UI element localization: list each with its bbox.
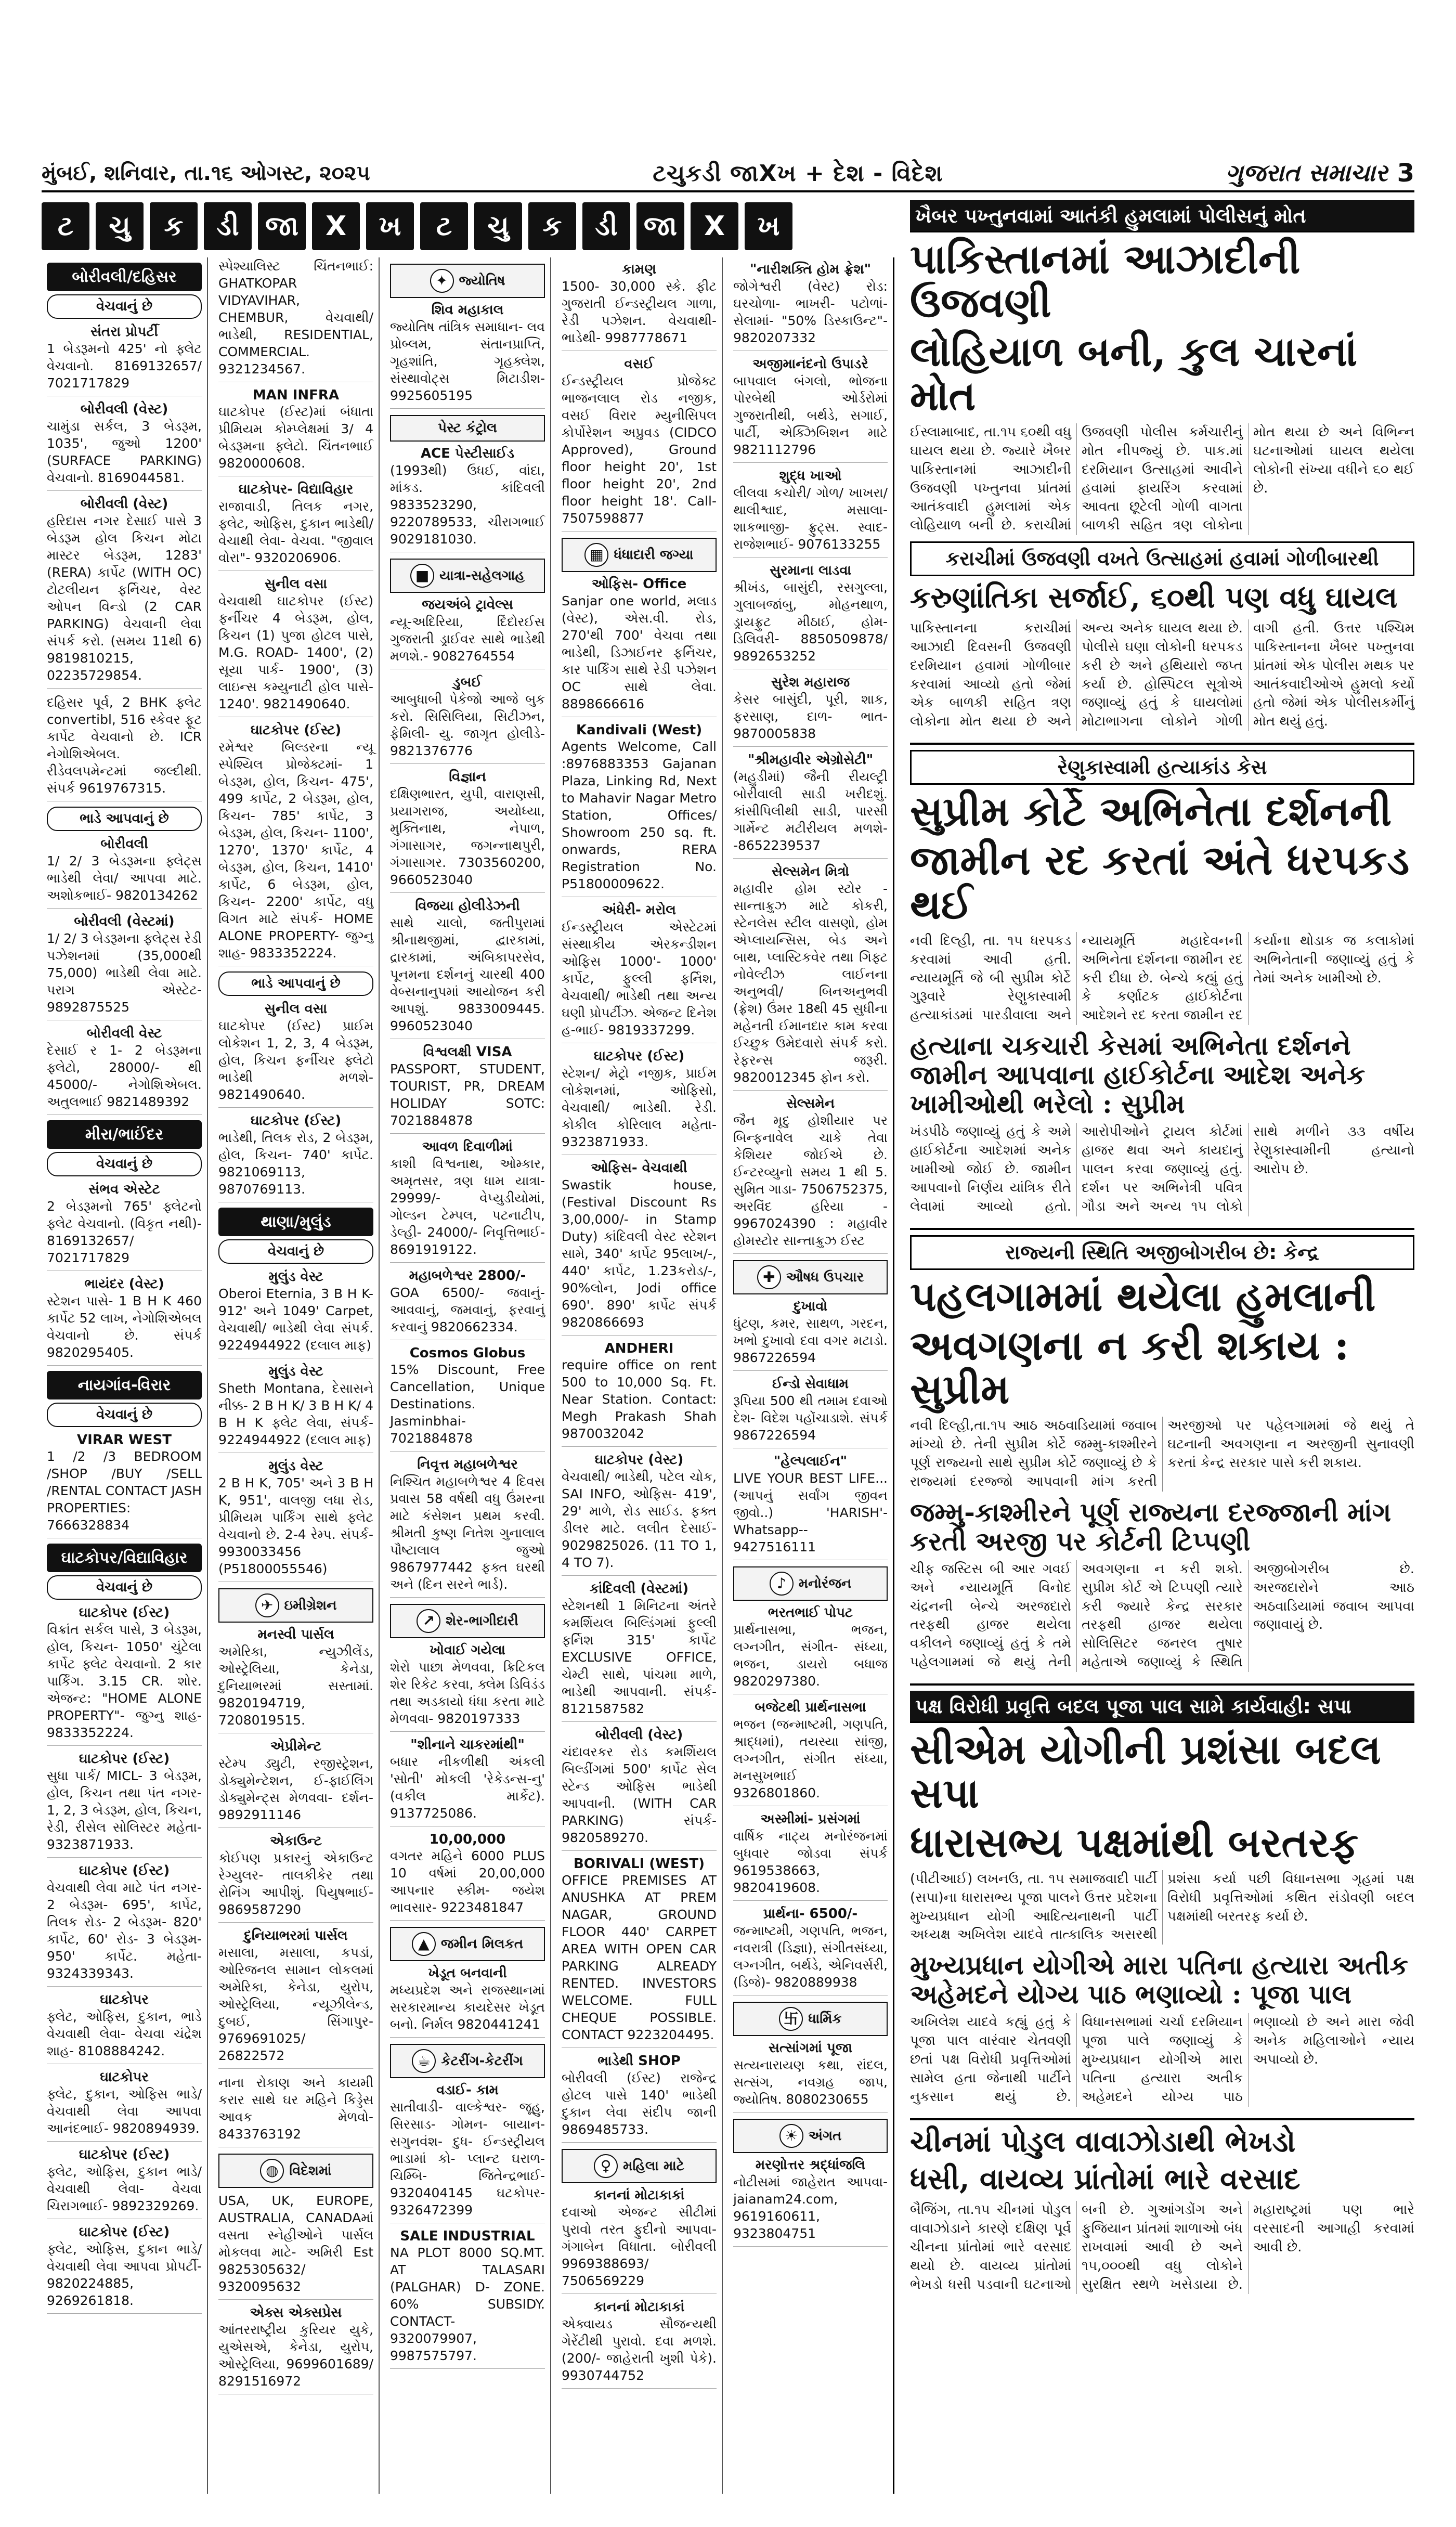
lamp-icon: ☀ <box>779 2124 803 2148</box>
category-subheader: વેચવાનું છે <box>47 1152 202 1176</box>
ad-text: USA, UK, EUROPE, AUSTRALIA, CANADAમાં વસતા સ્નેહીઓને પાર્સલ મોકલવા માટે- અમિરી Est 9825305632/ 9320095632 <box>218 2192 373 2300</box>
category-box <box>390 1927 545 1961</box>
story-body: નવી દિલ્હી,તા.૧૫ આઠ અઠવાડિયામાં જવાબ માંગ્યો છે. તેની સુપ્રીમ કોર્ટે જમ્મુ-કાશ્મીરને પૂર્ણ રાજ્યનો સાથે સુપ્રીમ કોર્ટે જણાવ્યું છે કે રાજ્યમાં દરજ્જો આપવાની માંગ કરતી અરજીઓ પર પહેલગામમાં જે થયું તે ઘટનાની અવગણના ન અરજીની સુનાવણી કરતાં કેન્દ્ર સરકાર પાસે કરી શકાય. <box>910 1418 1414 1489</box>
news-story-sp-mla <box>910 1691 1414 2120</box>
ad-text: 1500- 30,000 સ્કે. ફીટ ગુજરાતી ઈન્ડસ્ટ્રીયલ ગાળા, રેડી પઝેશન. વેચવાથી- ભાડેથી- 9987778671 <box>562 278 717 351</box>
ad-title: ડુબઈ <box>453 675 482 690</box>
ad-title: ઓફિસ- વેચવાથી <box>591 1160 687 1176</box>
story-headline: ધારાસભ્ય પક્ષમાંથી બરતરફ <box>910 1819 1359 1867</box>
ad-title: વિશ્વલક્ષી VISA <box>423 1044 512 1060</box>
story-kicker: ખૈબર પખ્તુનવામાં આતંકી હુમલામાં પોલીસનું મોત <box>910 200 1414 232</box>
ad-title: વિજયા હોલીડેઝની <box>415 898 520 914</box>
ad-title: ઘાટકોપર (ઈસ્ટ) <box>79 1751 170 1767</box>
ad-title: બોરીવલી (વેસ્ટ) <box>595 1727 683 1743</box>
category-label: ઔષધ ઉપચાર <box>786 1269 864 1285</box>
ad-text: વગતર મહિને 6000 PLUS 10 વર્ષમાં 20,00,000 આપનાર સ્કીમ- જયેશ ભાવસાર- 9223481847 <box>390 1847 545 1921</box>
newspaper-logo: ગુજરાત સમાચાર <box>1226 159 1388 187</box>
banner-letter: X <box>691 202 738 250</box>
ad-text: ફ્લેટ, ઓફિસ, દુકાન ભાડે/ વેચવાથી લેવા- વેચવા ચિરાગભાઈ- 9892329269. <box>47 2163 202 2219</box>
story-headline: લોહિયાળ બની, કુલ ચારનાં મોત <box>910 328 1358 420</box>
story-headline: સીએમ યોગીની પ્રશંસા બદલ સપા <box>910 1726 1381 1818</box>
ad-title: અસ્મીમાં- પ્રસંગમાં <box>760 1811 861 1827</box>
ad-title: શિવ મહાકાલ <box>431 302 504 318</box>
ad-text: મહાવીર હોમ સ્ટોર - સાન્તાક્રુઝ માટે કોકરી, સ્ટેનલેસ સ્ટીલ વાસણો, હોમ એપ્લાયન્સિસ, બેડ અને બાથ, પ્લાસ્ટિકવેર તથા ગિફ્ટ નોવેલ્ટીઝ લાઈનના અનુભવી/ બિનઅનુભવી (ફ્રેશ) ઉંમર 18થી 45 સુધીના મહેનતી ઈમાનદાર કામ કરવા ઈચ્છુક ઉમેદવારો સંપર્ક કરો. રેફરન્સ જરૂરી. 9820012345 ફોન કરો. <box>733 880 888 1091</box>
category-label: મનોરંજન <box>798 1575 852 1591</box>
ad-title: કાનનાં મોટાકાકાં <box>593 2187 685 2203</box>
ad-text: બાપવાલ બંગલો, ભોજના પોરબેથી ઓર્ડરોમાં ગુજરાતીથી, બર્થડે, સગાઈ, પાર્ટી, એક્ઝિબિશન માટે 9821112796 <box>733 372 888 463</box>
story-headline: પહલગામમાં થયેલા હુમલાની <box>910 1273 1376 1320</box>
category-subheader: વેચવાનું છે <box>47 1575 202 1600</box>
ad-title: ભરતભાઈ પોપટ <box>768 1605 853 1621</box>
story-body: ઈસ્લામાબાદ, તા.૧૫ ૬૦થી વધુ ઘાયલ થયા છે. જ્યારે ખૈબર પાકિસ્તાનમાં આઝાદીની ઉજવણી પખ્તુનવા પ્રાંતમાં આતંકવાદી હુમલામાં એક લોહિયાળ બની છે. કરાચીમાં ઉજવણી પોલીસ કર્મચારીનું મોત નીપજ્યું છે. પાક.માં દરમિયાન ઉત્સાહમાં આવીને હવામાં ફાયરિંગ કરવામાં આવતા છૂટેલી ગોળી વાગતા બાળકી સહિત ત્રણ લોકોના મોત થયા છે અને વિભિન્ન ઘટનાઓમાં ઘાયલ થયેલા લોકોની સંખ્યા વધીને ૬૦ થઈ છે. <box>910 424 1414 534</box>
story-headline: ચીનમાં પોડુલ વાવાઝોડાથી ભેખડો <box>910 2124 1296 2159</box>
masthead <box>1226 159 1414 188</box>
classifieds-columns <box>42 257 900 2494</box>
ad-text: Sanjar one world, મલાડ (વેસ્ટ), એસ.વી. રોડ, 270'થી 700' વેચવા તથા ભાડેથી, ડિઝાઈનર ફર્નિચર, કાર પાર્કિંગ સાથે રેડી પઝેશન OC સાથે લેવા. 8898666616 <box>562 592 717 717</box>
category-box <box>390 1604 545 1638</box>
ad-text: LIVE YOUR BEST LIFE... (આપનું સર્વાંગ જીવન જીવો..) 'HARISH'- Whatsapp-- 9427516111 <box>733 1470 888 1560</box>
news-story-darshan <box>910 750 1414 1229</box>
location-header: મીરા/ભાઈંદર <box>47 1120 202 1149</box>
banner-letter: ચુ <box>474 202 522 250</box>
story-subhead: જમ્મુ-કાશ્મીરને પૂર્ણ રાજ્યના દરજ્જાની માંગ કરતી અરજી પર કોર્ટની ટિપ્પણી <box>910 1496 1392 1557</box>
ad-text: કોઈપણ પ્રકારનું એકાઉન્ટ રેગ્યુલર- તાલકીકેર તથા રોનિંગ આપીશું. પિયુષભાઈ- 9869587290 <box>218 1849 373 1923</box>
classified-column-5 <box>728 257 894 2494</box>
ad-text: દક્ષિણભારત, યુપી, વારાણસી, પ્રયાગરાજ, અયોધ્યા, મુક્તિનાથ, નેપાળ, ગંગાસાગર, જગન્નાથપુરી, ગંગાસાગર. 7303560200, 9660523040 <box>390 785 545 893</box>
story-headline: સુપ્રીમ કોર્ટે અભિનેતા દર્શનની <box>910 788 1392 836</box>
ad-text: Swastik house, (Festival Discount Rs 3,00,000/- in Stamp Duty) કાંદિવલી વેસ્ટ સ્ટેશન સામે, 340' કાર્પેટ 95લાખ/-, 440' કાર્પેટ, 1.23કરોડ/-, 90%લોન, Jodi office 690'. 890' કાર્પેટ સંપર્ક 9820866693 <box>562 1176 717 1336</box>
ad-text: શેરો પાછા મેળવવા, ક્રિટિકલ શેર રિકેટ કરવા, ક્લેમ ડિવિડંડ તથા અડકાયો ધંધા કરતા માટે મેળવવા- 9820197333 <box>390 1658 545 1732</box>
ad-title: ભાયંદર (વેસ્ટ) <box>84 1276 164 1292</box>
ad-title: મુલુંડ વેસ્ટ <box>268 1269 323 1285</box>
ad-text: આબુધાબી પેકેજો આજે બુક કરો. સિસિલિયા, સિટીઝન, ફેમિલી- યુ. જાગૃત હોલીડે- 9821376776 <box>390 691 545 764</box>
section-title: ટચુકડી જાXખ + દેશ - વિદેશ <box>653 160 943 187</box>
category-subheader: ભાડે આપવાનું છે <box>218 971 373 996</box>
ad-text: નાના રોકાણ અને કાયમી કરાર સાથે ઘર મહિને કિડ્ડેસ આવક મેળવો- 8433763192 <box>218 2074 373 2147</box>
ad-text: બોરીવલી (ઈસ્ટ) રાજેન્દ્ર હોટલ પાસે 140' ભાડેથી દુકાન લેવા સંદીપ જાની 9869485733. <box>562 2069 717 2143</box>
category-label: જ્યોતિષ <box>459 273 505 289</box>
banner-letter: જા <box>636 202 684 250</box>
ad-text: ફ્લેટ, દુકાન, ઓફિસ ભાડે/ વેચવાથી લેવા આપવા આનંદભાઈ- 9820894939. <box>47 2085 202 2142</box>
ad-text: Sheth Montana, દેસાસને નીક્ક- 2 B H K/ 3 B H K/ 4 B H K ફ્લેટ લેવા, સંપર્ક- 9224944922 (દલાલ માફ) <box>218 1380 373 1453</box>
ad-text: વેચવાથી/ ભાડેથી, પટેલ ચોક, SAI INFO, ઓફિસ- 419', 29' માળે, રોડ સાઈડ. ફક્ત ડીલર માટે. લલીત દેસાઈ- 9029825026. (11 TO 1, 4 TO 7). <box>562 1468 717 1576</box>
location-header: ઘાટકોપર/વિદ્યાવિહાર <box>47 1544 202 1572</box>
ad-title: એપ્રીમેન્ટ <box>270 1739 322 1754</box>
ad-title: ANDHERI <box>604 1341 674 1356</box>
category-box <box>390 264 545 298</box>
location-header: નાયગાંવ-વિરાર <box>47 1371 202 1399</box>
page-header <box>42 156 1414 192</box>
ad-title: મનસ્વી પાર્સલ <box>257 1627 334 1642</box>
woman-icon: ♀ <box>594 2154 618 2178</box>
ad-title: વડાઈ- કામ <box>436 2082 499 2098</box>
ad-text: લીલવા કચોરી/ ગોળ/ ખાખરા/ થાલીશ્વાદ, મસાલા- શાકભાજી- ફ્રુટ્સ. સ્વાદ- રાજેશભાઈ- 9076133255 <box>733 484 888 558</box>
ad-title: બજેટથી પ્રાર્થનાસભા <box>755 1700 866 1715</box>
category-box <box>390 2044 545 2078</box>
ad-title: દુખાવો <box>794 1299 827 1314</box>
story-body: (પીટીઆઈ) લખનઉ, તા. ૧૫ સમાજવાદી પાર્ટી (સપા)ના ધારાસભ્ય પૂજા પાલને ઉત્તર પ્રદેશના મુખ્યપ્રધાન યોગી આદિત્યનાથની પાર્ટી અધ્યક્ષ અખિલેશ યાદવે તાત્કાલિક અસરથી પ્રશંસા કર્યા પછી વિધાનસભા ગૃહમાં પક્ષ વિરોધી પ્રવૃત્તિઓમાં કથિત સંડોવણી બદલ પક્ષમાંથી બરતરફ કર્યા છે. <box>910 1871 1414 1943</box>
banner-letter: X <box>312 202 360 250</box>
ad-text: બધાર નીકળીથી અંકલી 'સોતી' મોકલી 'રેકેડન્સ-નુ' (વકીલ માર્કેટ). 9137725086. <box>390 1753 545 1826</box>
location-header: થાણા/મુલુંડ <box>218 1208 373 1236</box>
banner-letter: ચુ <box>96 202 144 250</box>
ad-text: રમેશ્વર બિલ્ડરના ન્યૂ સ્પેશ્યિલ પ્રોજેક્ટમાં- 1 બેડરૂમ, હોલ, કિચન- 475', 499 કાર્પેટ, 2 બેડરૂમ, હોલ, કિચન- 785' કાર્પેટ, 3 બેડરૂમ, હોલ, કિચન- 1100', 1270', 1370' કાર્પેટ, 4 બેડરૂમ, હોલ, કિચન, 1410' કાર્પેટ, 6 બેડરૂમ, હોલ, કિચન- 2200' કાર્પેટ, વધુ વિગત માટે સંપર્ક- HOME ALONE PROPERTY- જુગ્નુ શાહ- 9833352224. <box>218 738 373 966</box>
ad-title: ઘાટકોપર (ઈસ્ટ) <box>79 1605 170 1621</box>
category-subheader: વેચવાનું છે <box>47 294 202 319</box>
category-box <box>733 1566 888 1601</box>
story-headline: જામીન રદ કરતાં અંતે ધરપકડ થઈ <box>910 837 1410 928</box>
category-box <box>733 1260 888 1294</box>
ad-text: Agents Welcome, Call :8976883353 Gajanan Plaza, Linking Rd, Next to Mahavir Nagar Metro Station, Offices/ Showroom 250 sq. ft. onwards, RERA Registration No. P51800009622. <box>562 738 717 897</box>
ad-title: ભાડેથી SHOP <box>597 2053 681 2069</box>
ad-title: બોરીવલી (વેસ્ટ) <box>80 496 168 512</box>
classified-column-4 <box>556 257 723 2494</box>
ad-title: અજીમાનંદનો ઉપાડરે <box>752 356 868 372</box>
page-number: 3 <box>1397 159 1414 188</box>
ad-title: એકાઉન્ટ <box>270 1833 322 1849</box>
ad-title: ACE પેસ્ટીસાઈડ <box>420 446 515 461</box>
ad-title: ઘાટકોપર (વેસ્ટ) <box>594 1452 684 1468</box>
ad-text: એક્વાયડ સૌજન્યથી ગેરેંટીથી પુરાવો. દવા મળશે. (200/- જાહેરાતી ખુશી પેકે). 9930744752 <box>562 2315 717 2389</box>
story-headline: ધસી, વાયવ્ય પ્રાંતોમાં ભારે વરસાદ <box>910 2162 1301 2197</box>
ad-text: GOA 6500/- જવાનું-આવવાનું, જમવાનું, ફરવાનું કરવાનું 9820662334. <box>390 1284 545 1340</box>
ad-title: ઘાટકોપર (ઈસ્ટ) <box>250 1113 342 1129</box>
ad-text: સ્ટેમ્પ ડ્યુટી, રજીસ્ટ્રેશન, ડોક્યુમેન્ટેશન, ઈ-ફાઈલિંગ ડોક્યુમેન્ટ્સ મેળવવા- દર્શન- 9892911146 <box>218 1755 373 1828</box>
ad-text: ફ્લેટ, ઓફિસ, દુકાન ભાડે/ વેચવાથી લેવા આપવા પ્રોપર્ટી- 9820224885, 9269261818. <box>47 2240 202 2314</box>
story-kicker: રાજ્યની સ્થિતિ અજીબોગરીબ છે: કેન્દ્ર <box>910 1235 1414 1270</box>
category-box <box>218 1588 373 1623</box>
ad-text: દેસાઈ ર 1- 2 બેડરૂમના ફ્લેટો, 28000/- થી 45000/- નેગોશિએબલ. અતુલભાઈ 9821489392 <box>47 1042 202 1115</box>
ad-title: BORIVALI (WEST) <box>573 1856 705 1872</box>
ad-text: 1 બેડરૂમનો 425' નો ફ્લેટ વેચવાનો. 8169132657/ 7021717829 <box>47 340 202 396</box>
ad-title: જયઅંબે ટ્રાવેલ્સ <box>422 597 513 613</box>
classifieds-banner <box>42 200 900 252</box>
story-body: પાકિસ્તાનના કરાચીમાં આઝાદી દિવસની ઉજવણી દરમિયાન હવામાં ગોળીબાર કરવામાં આવ્યો હતો જેમાં એક બાળકી સહિત ત્રણ લોકોના મોત થયા છે અને અન્ય અનેક ઘાયલ થયા છે. પોલીસે ઘણા લોકોની ધરપકડ કરી છે અને હથિયારો જપ્ત કર્યા છે. હોસ્પિટલ સૂત્રોએ જણાવ્યું હતું કે ઘાયલોમાં મોટાભાગના લોકોને ગોળી વાગી હતી. ઉત્તર પશ્ચિમ પાકિસ્તાનના ખૈબર પખ્તુનવા પ્રાંતમાં એક પોલીસ મથક પર આતંકવાદીઓએ હુમલો કર્યો હતો જેમાં એક પોલીસકર્મીનું મોત થયું હતું. <box>910 620 1414 730</box>
ad-title: "શીનાને ચાકરમાંથી" <box>410 1737 525 1753</box>
ad-text: સાથે ચાલો, જતીપુરામાં શ્રીનાથજીમાં, દ્વારકામાં, દ્રારકામાં, અંબિકાપરસેવ, પૂનમના દર્શનનું ચારથી 400 વેબ્સનાનુપમાં આયોજન કરી આપશું. 9833009445. 9960523040 <box>390 914 545 1039</box>
ad-title: બોરીવલી (વેસ્ટ) <box>80 401 168 417</box>
ad-title: MAN INFRA <box>252 387 340 403</box>
ad-text: વિક્રાંત સર્કલ પાસે, 3 બેડરૂમ, હોલ, કિચન- 1050' ચુંટેલા કાર્પેટ ફ્લેટ વેચવાનો. 2 કાર પાર્કિંગ. 3.15 CR. શોર. એજન્ટ: "HOME ALONE PROPERTY"- જુગ્નુ શાહ- 9833352224. <box>47 1621 202 1746</box>
ad-text: 1 /2 /3 BEDROOM /SHOP /BUY /SELL /RENTAL CONTACT JASH PROPERTIES: 7666328834 <box>47 1448 202 1538</box>
story-body: અખિલેશ યાદવે કહ્યું હતું કે પૂજા પાલ વારંવાર ચેતવણી છતાં પક્ષ વિરોધી પ્રવૃત્તિઓમાં સામેલ હતા જેનાથી પાર્ટીને નુકસાન થયું છે. વિધાનસભામાં ચર્ચા દરમિયાન પૂજા પાલે જણાવ્યું કે મુખ્યપ્રધાન યોગીએ મારા પતિના હત્યારા અતીક અહેમદને યોગ્ય પાઠ ભણાવ્યો છે અને મારા જેવી અનેક મહિલાઓને ન્યાય અપાવ્યો છે. <box>910 2014 1414 2105</box>
ad-text: સત્યનારાયણ કથા, રાંદલ, સત્સંગ, નવગ્રહ જાપ, જ્યોતિષ. 8080230655 <box>733 2056 888 2113</box>
ad-text: નોટીસમાં જાહેરાત આપવા- jaianam24.com, 9619160611, 9323804751 <box>733 2173 888 2247</box>
ad-text: ફ્લેટ, ઓફિસ, દુકાન, ભાડે વેચવાથી લેવા- વેચવા ચંદ્રેશ શાહ- 8108884242. <box>47 2008 202 2064</box>
ad-title: મુલુંડ વેસ્ટ <box>268 1458 323 1474</box>
story-kicker: રેણુકાસ્વામી હત્યાકાંડ કેસ <box>910 750 1414 785</box>
ad-text: કેસર બાસુંદી, પૂરી, શાક, ફરસાણ, દાળ- ભાત- 9870005838 <box>733 691 888 747</box>
ad-title: "હેલ્પલાઈન" <box>773 1454 848 1469</box>
story-subhead: હત્યાના ચકચારી કેસમાં અભિનેતા દર્શનને જામીન આપવાના હાઈકોર્ટના આદેશ અનેક ખામીઓથી ભરેલો : સુપ્રીમ <box>910 1030 1366 1120</box>
ad-text: ભાડેથી, તિલક રોડ, 2 બેડરૂમ, હોલ, કિચન- 740' કાર્પેટ. 9821069113, 9870769113. <box>218 1129 373 1202</box>
ad-text: 2 B H K, 705' અને 3 B H K, 951', વાલજી લધા રોડ, પ્રીમિયમ પાર્કિંગ સાથે ફ્લેટ વેચવાનો છે. 2-4 રેમ્પ. સંપર્ક- 9930033456 (P51800055546) <box>218 1474 373 1582</box>
story-subhead: કરાચીમાં ઉજવણી વખતે ઉત્સાહમાં હવામાં ગોળીબારથી <box>910 541 1414 576</box>
ad-title: પ્રાર્થના- 6500/- <box>763 1906 858 1922</box>
ad-title: "નારીશક્તિ હોમ ફ્રેશ" <box>749 262 872 277</box>
chart-icon: ↗ <box>417 1609 440 1633</box>
category-subheader: વેચવાનું છે <box>218 1239 373 1264</box>
category-box <box>390 559 545 593</box>
ad-text: 2 બેડરૂમનો 765' ફ્લેટનો ફ્લેટ વેચવાનો. (વિકૃત નથી)- 8169132657/ 7021717829 <box>47 1198 202 1271</box>
ad-title: ઈન્ડો સેવાધામ <box>772 1376 849 1392</box>
ad-text: વાર્ષિક નાટ્ય મનોરંજનમાં બુધવાર જોડવા સંપર્ક 9619538663, 9820419608. <box>733 1828 888 1901</box>
ad-text: ચામુંડા સર્કલ, 3 બેડરૂમ, 1035', જુઓ 1200' (SURFACE PARKING) વેચવાનો. 8169044581. <box>47 418 202 491</box>
ad-text: સ્પેશ્યાલિસ્ટ ચિંતનભાઈ: GHATKOPAR VIDYAVIHAR, CHEMBUR, વેચવાથી/ ભાડેથી, RESIDENTIAL, COMMERCIAL. 9321234567. <box>218 257 373 382</box>
ad-title: ખોવાઈ ગયેલા <box>430 1642 505 1658</box>
building-icon: ▦ <box>584 543 608 567</box>
ad-title: કાંદિવલી (વેસ્ટમાં) <box>589 1581 689 1597</box>
category-box <box>733 2002 888 2036</box>
ad-title: સુરેશ મહારાજ <box>771 675 850 690</box>
category-subheader: ભાડે આપવાનું છે <box>47 807 202 831</box>
ad-title: SALE INDUSTRIAL <box>400 2228 535 2244</box>
classified-column-1 <box>42 257 208 2494</box>
ad-title: "શ્રીમહાવીર એગ્રોસેટી" <box>747 752 874 768</box>
ad-text: મધ્યપ્રદેશ અને રાજસ્થાનમાં સરકારમાન્ય કાયદેસર ખેડૂત બનો. નિર્મલ 9820441241 <box>390 1981 545 2038</box>
ad-title: સત્સાંગમાં પૂજા <box>768 2040 853 2056</box>
story-body: ચીફ જસ્ટિસ બી આર ગવઈ અને ન્યાયમૂર્તિ વિનોદ ચંદ્રનની બેન્ચે અરજદારો તરફથી હાજર થયેલા વકીલને જણાવ્યું હતું કે તમે પહેલગામમાં જે થયું તેની અવગણના ન કરી શકો. સુપ્રીમ કોર્ટ એ ટિપ્પણી ત્યારે કરી જ્યારે કેન્દ્ર સરકાર તરફથી હાજર થયેલા સોલિસિટર જનરલ તુષાર મહેતાએ જણાવ્યું કે સ્થિતિ અજીબોગરીબ છે. અરજદારોને આઠ અઠવાડિયામાં જવાબ આપવા જણાવાયું છે. <box>910 1561 1414 1670</box>
ad-text: રૂપિયા 500 થી તમામ દવાઓ દેશ- વિદેશ પહોંચાડાશે. સંપર્ક 9867226594 <box>733 1392 888 1448</box>
ad-title: દુનિયાભરમાં પાર્સલ <box>244 1928 348 1943</box>
ad-title: સેલ્સમેન મિત્રો <box>771 864 850 879</box>
ad-title: બોરીવલી વેસ્ટ <box>86 1026 162 1041</box>
ad-text: require office on rent 500 to 10,000 Sq. Ft. Near Station. Contact: Megh Prakash Shah 9870032042 <box>562 1356 717 1447</box>
ad-text: અમેરિકા, ન્યુઝીલેંડ, ઓસ્ટ્રેલિયા, કેનેડા, દુનિયાભરમાં સસ્તામાં. 9820194719, 7208019515. <box>218 1643 373 1733</box>
category-box <box>562 538 717 572</box>
ad-title: ઘાટકોપર <box>100 1992 149 2007</box>
ad-title: સેલ્સમેન <box>786 1096 835 1111</box>
ad-text: દહિસર પૂર્વ, 2 BHK ફ્લેટ convertibl, 516 સ્કેવર ફૂટ કાર્પેટ વેચવાનો છે. ICR નેગોશિએબલ. રીડેવલપમેન્ટમાં જલ્દીથી. સંપર્ક 9619767315. <box>47 694 202 801</box>
banner-letter: ડી <box>204 202 252 250</box>
news-story-pahalgam <box>910 1235 1414 1686</box>
banner-letter: ખ <box>745 202 792 250</box>
ad-title: મરણોત્તર શ્રદ્ધાંજલિ <box>755 2157 866 2173</box>
catering-icon: ☕ <box>412 2049 436 2073</box>
ad-text: NA PLOT 8000 SQ.MT. AT TALASARI (PALGHAR) D- ZONE. 60% SUBSIDY. CONTACT- 9320079907, 9987575797. <box>390 2244 545 2369</box>
ad-text: જ્યોતિષ તાંત્રિક સમાધાન- લવ પ્રોબ્લમ, સંતાનપ્રાપ્તિ, ગૃહશાંતિ, ગૃહક્લેશ, સંસ્થાવોટ્સ મિટાડીશ- 9925605195 <box>390 318 545 409</box>
ad-text: જૈન મૃદુ હોશીયાર પર બિન્ફનાવેલ ચાકે તેવા કેશિયર જોઈએ છે. ઈન્ટરવ્યુનો સમય 1 થી 5. સુમિત ગાડા- 7506752375, અરવિંદ હરિયા - 9967024390 : મહાવીર હોમસ્ટોર સાન્તાક્રુઝ ઈસ્ટ <box>733 1112 888 1254</box>
issue-date: મુંબઈ, શનિવાર, તા.૧૬ ઓગસ્ટ, ૨૦૨૫ <box>42 161 370 185</box>
ad-text: સ્ટેશનથી 1 મિનિટના અંતરે કમર્શિયલ બિલ્ડિંગમાં ફુલ્લી ફર્નિશ 315' કાર્પેટ EXCLUSIVE OFFICE, ચેમ્ટી સાથે, પાંચમા માળે, ભાડેથી આપવાની. સંપર્ક- 8121587582 <box>562 1597 717 1722</box>
ad-text: સાતીવાડી- વાલ્કેશ્વર- જૂહુ, સિરસાડ- ગોમન- બાયાન-સગુનવંશ- દુધ- ઈન્ડસ્ટ્રીયલ ભાડામાં કો- પ્લાન્ટ ઘરાળ- ચિમ્બિ- જિતેન્દ્રભાઈ- 9320404145 ઘટકોપર- 9326472399 <box>390 2098 545 2223</box>
classified-column-3 <box>385 257 551 2494</box>
ad-text: (મહુડીમાં) જૈની રીયલ્ટ્રી બોરીવાલી સાડી ખરીદશું. કાંસીપિલીથી સાડી, પારસી ગાર્મેન્ટ મટીરીયલ મળશે- -8652239537 <box>733 768 888 859</box>
ad-title: સંતરા પ્રોપર્ટી <box>90 324 158 340</box>
swastika-icon: 卐 <box>779 2007 803 2031</box>
ad-text: ન્યૂ-અદિરિયા, દિંદોરઈસ ગુજરાતી ડ્રાઈવર સાથે ભાડેથી મળશે.- 9082764554 <box>390 613 545 669</box>
ad-text: 1/ 2/ 3 બેડરૂમના ફ્લેટ્સ ભાડેથી લેવા/ આપવા માટે. અશોકભાઈ- 9820134262 <box>47 852 202 909</box>
ad-title: શુદ્ધ ખાઓ <box>779 468 842 484</box>
ad-text: (1993થી) ઉધઈ, વાંદા, માંકડ. કાંદિવલી 9833523290, 9220789533, ચીરાગભાઈ 9029181030. <box>390 462 545 552</box>
ad-title: મુલુંડ વેસ્ટ <box>268 1364 323 1379</box>
story-kicker: પક્ષ વિરોધી પ્રવૃત્તિ બદલ પૂજા પાલ સામે કાર્યવાહી: સપા <box>910 1691 1414 1723</box>
ad-text: રાજાવાડી, તિલક નગર, ફ્લેટ, ઓફિસ, દુકાન ભાડેથી/ વેચાથી લેવા- વેચવા. "જીવાલ વોરા"- 9320206906. <box>218 498 373 571</box>
ad-title: ઓફિસ- Office <box>591 576 687 592</box>
category-label: જમીન મિલકત <box>440 1936 524 1952</box>
ad-text: ઈન્ડસ્ટ્રીયલ પ્રોજેક્ટ ભાજનલાલ રોડ નજીક, વસઈ વિરાર મ્યુનીસિપલ કોર્પોરેશન અપ્રુવડ (CIDCO Approved), Ground floor height 20', 1st floor height 20', 2nd floor height 18'. Call- 7507598877 <box>562 372 717 532</box>
ad-text: ઘાટકોપર (ઈસ્ટ) પ્રાઈમ લોકેશન 1, 2, 3, 4 બેડરૂમ, હોલ, કિચન ફર્નીચર ફ્લેટો ભાડેથી મળશે- 9821490640. <box>218 1017 373 1108</box>
globe-icon: ◍ <box>260 2159 284 2183</box>
ad-text: સ્ટેશન પાસે- 1 B H K 460 કાર્પેટ 52 લાખ, નેગોશિએબલ વેચવાનો છે. સંપર્ક 9820295405. <box>47 1292 202 1366</box>
news-story-china <box>910 2126 1414 2306</box>
ad-title: સુનીલ વસા <box>264 576 328 592</box>
ad-title: બોરીવલી (વેસ્ટમાં) <box>74 914 175 929</box>
story-headline: કરુણાંતિકા સર્જાઈ, ૬૦થી પણ વધુ ઘાયલ <box>910 580 1398 615</box>
ad-text: જોગેશ્વરી (વેસ્ટ) રોડ: ઘરચોળા- ભાખરી- પટોળાં- સેલામાં- "50% ડિસ્કાઉન્ટ"- 9820207332 <box>733 278 888 351</box>
ad-title: ઘાટકોપર (ઈસ્ટ) <box>79 1863 170 1878</box>
news-section <box>910 200 1414 2494</box>
ad-title: કાનનાં મોટાકાકાં <box>593 2299 685 2315</box>
ad-title: ઘાટકોપર- વિદ્યાવિહાર <box>238 482 354 497</box>
ad-title: અંધેરી- મરોલ <box>602 902 676 918</box>
category-label: પેસ્ટ કંટ્રોલ <box>438 420 497 436</box>
category-label: ઇમીગ્રેશન <box>284 1597 337 1613</box>
classified-column-2 <box>213 257 380 2494</box>
zodiac-icon: ✦ <box>430 269 454 293</box>
category-label: અંગત <box>808 2128 842 2144</box>
ad-text: ઈન્ડસ્ટ્રીયલ એસ્ટેટમાં સંસ્થાકીય એરકન્ડીશન ઓફિસ 1000'- 1000' કાર્પેટ, ફુલ્લી ફર્નિશ, વેચવાથી/ ભાડેથી તથા અન્ય ઘણી પ્રોપર્ટીઝ. એજન્ટ દિનેશ હ-ભાઈ- 9819337299. <box>562 918 717 1043</box>
ad-text: ભજન (જન્માષ્ટમી, ગણપતિ, શ્રાદ્ધમાં), તયસ્યા સાંજી, લગ્નગીત, સંગીત સંધ્યા, મનસુખભાઈ 9326801860. <box>733 1716 888 1806</box>
story-body: ખંડપીઠે જણાવ્યું હતું કે અમે હાઈકોર્ટના આદેશમાં અનેક ખામીઓ જોઈ છે. જામીન આપવાનો નિર્ણય યાંત્રિક રીતે લેવામાં આવ્યો હતો. આરોપીઓને ટ્રાયલ કોર્ટમાં હાજર થવા અને કાયદાનું પાલન કરવા જણાવ્યું હતું. દર્શન પર અભિનેત્રી પવિત્ર ગૌડા અને અન્ય ૧૫ લોકો સાથે મળીને ૩૩ વર્ષીય રેણુકાસ્વામીની હત્યાનો આરોપ છે. <box>910 1124 1414 1214</box>
ad-title: સુરમાના લાડવા <box>770 563 851 578</box>
ad-text: 1/ 2/ 3 બેડરૂમના ફ્લેટ્સ રેડી પઝેશનમાં (35,000થી 75,000) ભાડેથી લેવા માટે. પરાગ એસ્ટેટ- 9892875525 <box>47 930 202 1020</box>
location-header: બોરીવલી/દહિસર <box>47 263 202 291</box>
ad-text: પ્રાર્થનાસભા, ભજન, લગ્નગીત, સંગીત- સંધ્યા, ભજન, ડાયરો બધાજ 9820297380. <box>733 1621 888 1694</box>
ad-text: ચંદાવરકર રોડ કમર્શિયલ બિલ્ડીંગમાં 500' કાર્પેટ સેલ સ્ટેન્ડ ઓફિસ ભાડેથી આપવાની. (WITH CAR PARKING) સંપર્ક- 9820589270. <box>562 1743 717 1851</box>
category-label: કેટરીંગ-કેટરીંગ <box>441 2053 523 2069</box>
ad-title: ઘાટકોપર (ઈસ્ટ) <box>79 2224 170 2240</box>
ad-title: બોરીવલી <box>100 836 148 852</box>
ad-text: આંતરરાષ્ટ્રીય કુરિયર યુકે, યુએસએ, કેનેડા, યુરોપ, ઓસ્ટ્રેલિયા, 9699601689/ 8291516972 <box>218 2321 373 2394</box>
story-headline: અવગણના ન કરી શકાય : સુપ્રીમ <box>910 1321 1349 1414</box>
category-box <box>218 2154 373 2188</box>
medical-cross-icon: ✚ <box>757 1265 781 1289</box>
ad-title: ઘાટકોપર (ઈસ્ટ) <box>250 722 342 738</box>
news-story-pakistan <box>910 200 1414 745</box>
ad-text: હરિદાસ નગર દેસાઈ પાસે 3 બેડરૂમ હોલ કિચન મોટા માસ્ટર બેડરૂમ, 1283' (RERA) કાર્પેટ (WITH OC) ટોટલીયન ફર્નિચર, વેસ્ટ ઓપન વિન્ડો (2 CAR PARKING) વેચવાની લેવા સંપર્ક કરો. (સમય 11થી 6) 9819810215, 02235729854. <box>47 512 202 689</box>
ad-text: વેચવાથી લેવા માટે પંત નગર- 2 બેડરૂમ- 695', કાર્પેટ, તિલક રોડ- 2 બેડરૂમ- 820' કાર્પેટ, 60' રોડ- 3 બેડરૂમ- 950' કાર્પેટ. મહેતા- 9324339343. <box>47 1879 202 1987</box>
category-label: યાત્રા-સહેલગાહ <box>439 567 525 584</box>
story-headline: પાકિસ્તાનમાં આઝાદીની ઉજવણી <box>910 236 1301 327</box>
ad-title: VIRAR WEST <box>77 1432 172 1448</box>
ad-text: જન્માષ્ટમી, ગણપતિ, ભજન, નવરાત્રી (ડિજ્ઞા), સંગીતસંધ્યા, લગ્નગીત, બર્થડે, એનિવર્સરી, (ડિજે)- 9820889938 <box>733 1922 888 1995</box>
category-box <box>562 2149 717 2183</box>
airplane-icon: ✈ <box>255 1593 279 1617</box>
ad-text: કાશી વિશ્વનાથ, ઓમ્કાર, અમૃતસર, ત્રણ ધામ યાત્રા- 29999/- વેપ્યુડીયોમાં, ગોલ્ડન ટેમ્પલ, પટનાટીપ, ડેલ્હી- 24000/- નિવૃત્તિભાઈ- 8691919122. <box>390 1155 545 1263</box>
ad-title: નિવૃત્ત મહાબળેશ્વર <box>417 1457 518 1472</box>
banner-letter: ક <box>528 202 576 250</box>
story-body: બૈજિંગ, તા.૧૫ ચીનમાં પોડુલ વાવાઝોડાને કારણે દક્ષિણ પૂર્વ ચીનના પ્રાંતોમાં ભારે વરસાદ થયો છે. વાયવ્ય પ્રાંતોમાં ભેખડો ધસી પડવાની ઘટનાઓ બની છે. ગુઆંગડોંગ અને ફુજિયાન પ્રાંતમાં શાળાઓ બંધ રાખવામાં આવી છે અને ૧૫,૦૦૦થી વધુ લોકોને સુરક્ષિત સ્થળે ખસેડાયા છે. મહારાષ્ટ્રમાં પણ ભારે વરસાદની આગાહી કરવામાં આવી છે. <box>910 2202 1414 2292</box>
banner-letter: જા <box>258 202 306 250</box>
ad-text: Oberoi Eternia, 3 B H K- 912' અને 1049' Carpet, વેચવાથી/ ભાડેથી લેવા સંપર્ક. 9224944922 (દલાલ માફ) <box>218 1285 373 1358</box>
ad-text: ધુંટણ, કમર, સાથળ, ગરદન, ખભો દુખાવો દવા વગર મટાડો. 9867226594 <box>733 1315 888 1371</box>
ad-text: નિશ્ચિત મહાબળેશ્વર 4 દિવસ પ્રવાસ 58 વર્ષથી વધુ ઉંમરના માટે કંસેશન પ્રથમ કરવી. શ્રીમતી કુષ્ણ નિતેશ ગુનાલાલ પૌષ્ટાલાલ જુઓ 9867977442 ફક્ત ઘરથી અને (દિન સરને ભાર્ડ). <box>390 1473 545 1598</box>
ad-title: સંભવ એસ્ટેટ <box>88 1182 160 1197</box>
ad-title: સુનીલ વસા <box>264 1001 328 1017</box>
bus-icon: ■ <box>410 564 434 588</box>
ad-text: સ્ટેશન/ મેટ્રો નજીક, પ્રાઈમ લોકેશનમાં, ઓફિસો, વેચવાથી/ ભાડેથી. રેડી. કોકીલ કોરિલાલ મહેતા- 9323871933. <box>562 1065 717 1155</box>
ad-text: સુધા પાર્ક/ MICL- 3 બેડરૂમ, હોલ, કિચન તથા પંત નગર- 1, 2, 3 બેડરૂમ, હોલ, કિચન, રેડી, રીસેલ સોલિસ્ટર મહેતા- 9323871933. <box>47 1767 202 1858</box>
category-label: ધાર્મિક <box>808 2011 842 2027</box>
category-label: મહિલા માટે <box>623 2158 684 2174</box>
ad-title: Kandivali (West) <box>576 722 703 738</box>
ad-title: કામણ <box>622 262 656 277</box>
ad-title: 10,00,000 <box>429 1832 506 1847</box>
category-box <box>733 2119 888 2153</box>
story-body: નવી દિલ્હી, તા. ૧૫ ધરપકડ કરવામાં આવી હતી. ન્યાયમૂર્તિ જે બી સુપ્રીમ કોર્ટે ગુરૂવારે રેણુકાસ્વામી હત્યાકાંડમાં પારડીવાલા અને ન્યાયમૂર્તિ મહાદેવનની અભિનેતા દર્શનના જામીન રદ કરી દીધા છે. બેન્ચે કહ્યું હતું કે કર્ણાટક હાઈકોર્ટના આદેશને રદ કરતા જામીન રદ કર્યાના થોડાક જ કલાકોમાં અભિનેતાની જણાવ્યું હતું કે તેમાં અનેક ખામીઓ છે. <box>910 932 1414 1023</box>
banner-letter: ખ <box>366 202 414 250</box>
music-note-icon: ♪ <box>770 1572 794 1596</box>
ad-text: મસાલા, મસાલા, કપડાં, ઓરિજનલ સામાન લોકલમાં અમેરિકા, કેનેડા, યુરોપ, ઓસ્ટ્રેલિયા, ન્યૂઝીલેન્ડ, દુબઈ, સિંગાપુર- 9769691025/ 26822572 <box>218 1944 373 2069</box>
ad-text: શ્રીખંડ, બાસુંદી, રસગુલ્લા, ગુલાબજાંબુ, મોહનથાળ, ડ્રાયફ્રુટ મીઠાઈ, હોમ- ડિલિવરી- 8850509878/ 9892653252 <box>733 579 888 669</box>
ad-title: વસઈ <box>624 356 654 372</box>
ad-title: Cosmos Globus <box>409 1345 526 1361</box>
ad-title: વિજ્ઞાન <box>449 769 486 785</box>
ad-text: 15% Discount, Free Cancellation, Unique Destinations. Jasminbhai- 7021884878 <box>390 1361 545 1452</box>
ad-title: ખેડૂત બનવાની <box>428 1965 507 1981</box>
ad-text: ઘાટકોપર (ઈસ્ટ)માં બંધાતા પ્રીમિયમ કોમ્પ્લેક્ષમાં 3/ 4 બેડરૂમના ફ્લેટો. ચિંતનભાઈ 9820000608. <box>218 403 373 476</box>
category-subheader: વેચવાનું છે <box>47 1403 202 1427</box>
category-label: ધંધાદારી જગ્યા <box>614 547 694 563</box>
ad-text: OFFICE PREMISES AT ANUSHKA AT PREM NAGAR, GROUND FLOOR 440' CARPET AREA WITH OPEN CAR PARKING ALREADY RENTED. INVESTORS WELCOME. FULL CHEQUE POSSIBLE. CONTACT 9223204495. <box>562 1872 717 2048</box>
banner-letter: ડી <box>582 202 630 250</box>
ad-text: PASSPORT, STUDENT, TOURIST, PR, DREAM HOLIDAY SOTC: 7021884878 <box>390 1060 545 1134</box>
banner-letter: ક <box>150 202 198 250</box>
ad-title: મહાબળેશ્વર 2800/- <box>409 1268 526 1284</box>
banner-letter: ટ <box>42 202 89 250</box>
ad-title: એક્સ એક્સપ્રેસ <box>250 2305 342 2321</box>
ad-text: વેચવાથી ઘાટકોપર (ઈસ્ટ) ફર્નીચર 4 બેડરૂમ, હોલ, કિચન (1) પુજા હોટલ પાસે, M.G. ROAD- 1400', (2) સૂયા પાર્ક- 1900', (3) લાઇન્સ કમ્યુનાટી હોલ પાસે- 1240'. 9821490640. <box>218 592 373 717</box>
story-subhead: મુખ્યપ્રધાન યોગીએ મારા પતિના હત્યારા અતીક અહેમદને યોગ્ય પાઠ ભણાવ્યો : પૂજા પાલ <box>910 1950 1408 2010</box>
ad-title: ઘાટકોપર (ઈસ્ટ) <box>79 2147 170 2162</box>
land-icon: ▲ <box>412 1932 436 1956</box>
ad-title: ઘાટકોપર <box>100 2069 149 2085</box>
ad-title: ઘાટકોપર (ઈસ્ટ) <box>593 1048 685 1064</box>
category-label: શેર-ભાગીદારી <box>446 1613 518 1629</box>
banner-letter: ટ <box>420 202 468 250</box>
ad-text: દવાઓ એજન્ટ સીટીમાં પુરાવો તરત ફુદીનો આપવા- ગંગાબેન વિધાતા. બોરીવલી 9969388693/ 7506569229 <box>562 2204 717 2294</box>
ad-title: આવળ દિવાળીમાં <box>422 1139 513 1155</box>
category-label: વિદેશમાં <box>289 2162 332 2179</box>
category-box <box>390 415 545 442</box>
